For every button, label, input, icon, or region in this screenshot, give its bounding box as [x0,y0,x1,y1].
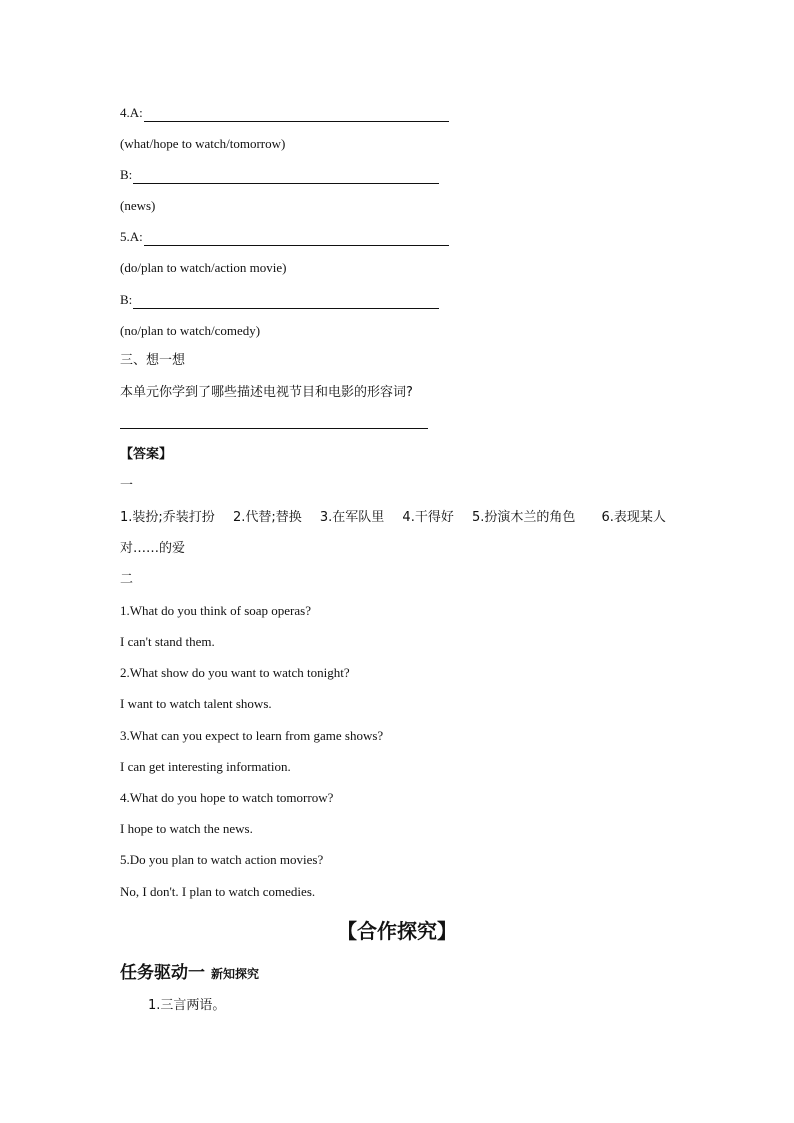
answer-line: I can't stand them. [120,634,215,649]
q5-b-label: B: [120,292,133,307]
q5-a-blank[interactable] [144,231,449,246]
answer-line: 3.What can you expect to learn from game shows? [120,728,384,743]
q5-b-row [120,291,439,309]
q5-b-hint: (no/plan to watch/comedy) [120,323,261,338]
q5-a-hint: (do/plan to watch/action movie) [120,260,287,275]
answer-line: I can get interesting information. [120,759,291,774]
answer-line: 1.What do you think of soap operas? [120,603,311,618]
answer-item: 4.干得好 [402,510,454,525]
q4-a-blank[interactable] [144,107,449,122]
q5-b-blank[interactable] [133,294,439,309]
answers-part1-continuation: 对……的爱 [120,541,186,556]
answer-item: 6.表现某人 [601,510,666,525]
answer-line: I want to watch talent shows. [120,696,272,711]
think-heading: 三、想一想 [120,353,186,368]
q5-a-row [120,228,449,246]
q4-b-row [120,166,439,184]
q5-a-label: 5.A: [120,229,143,244]
section-title: 【合作探究】 [337,919,457,943]
q4-b-label: B: [120,167,133,182]
task-main-label: 任务驱动一 [120,963,205,983]
answer-item: 3.在军队里 [319,510,385,525]
q4-a-row [120,104,449,122]
answer-item: 1.装扮;乔装打扮 [120,510,215,525]
task-sub-label: 新知探究 [211,967,260,981]
answer-line: 5.Do you plan to watch action movies? [120,852,324,867]
answers-heading: 【答案】 [120,447,173,462]
q4-a-hint: (what/hope to watch/tomorrow) [120,136,286,151]
answer-line: No, I don't. I plan to watch comedies. [120,884,316,899]
answers-part1-label: 一 [120,478,134,493]
answer-item: 2.代替;替换 [232,510,302,525]
answers-part2-label: 二 [120,572,134,587]
answer-line: 2.What show do you want to watch tonight? [120,665,350,680]
q4-a-label: 4.A: [120,105,143,120]
think-answer-blank[interactable] [120,414,428,429]
answer-line: I hope to watch the news. [120,821,253,836]
task-heading [120,958,259,983]
think-answer-row [120,414,428,429]
q4-b-hint: (news) [120,198,156,213]
think-question: 本单元你学到了哪些描述电视节目和电影的形容词? [120,385,413,400]
answers-part1-row [120,509,666,527]
task-item-1: 1.三言两语。 [148,998,226,1013]
answer-line: 4.What do you hope to watch tomorrow? [120,790,334,805]
answer-item: 5.扮演木兰的角色 [471,510,576,525]
q4-b-blank[interactable] [133,169,439,184]
